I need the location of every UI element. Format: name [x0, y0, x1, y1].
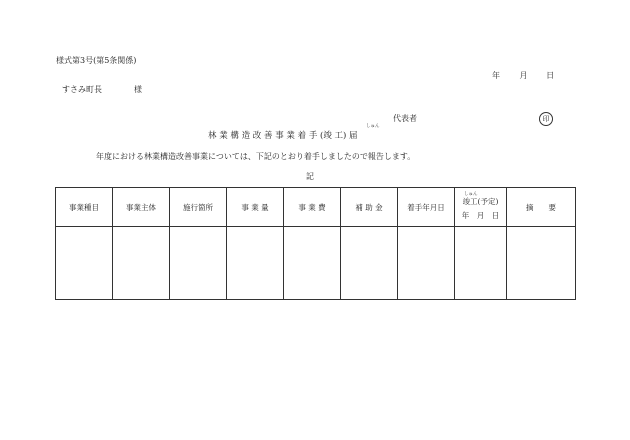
table-cell[interactable] — [56, 227, 113, 300]
table-cell[interactable] — [398, 227, 455, 300]
header-cell: 摘 要 — [507, 188, 576, 227]
header-cell: 事業種目 — [56, 188, 113, 227]
table-cell[interactable] — [507, 227, 576, 300]
report-table — [55, 187, 576, 300]
date-line — [492, 72, 554, 80]
date-month: 月 — [519, 71, 528, 80]
date-year: 年 — [492, 71, 500, 80]
body-text: 年度における林業構造改善事業については、下記のとおり着手しましたので報告します。 — [96, 152, 416, 161]
representative-label: 代表者 — [393, 114, 417, 123]
header-cell: 事 業 量 — [227, 188, 284, 227]
table-cell[interactable] — [284, 227, 341, 300]
table-cell[interactable] — [455, 227, 507, 300]
header-cell: 施行箇所 — [170, 188, 227, 227]
addressee: すさみ町長 様 — [62, 85, 142, 94]
table-cell[interactable] — [113, 227, 170, 300]
date-day: 日 — [546, 71, 555, 80]
table-cell[interactable] — [227, 227, 284, 300]
document-title: 林 業 構 造 改 善 事 業 着 手 (竣 工) 届 — [208, 131, 358, 141]
header-cell: 事業主体 — [113, 188, 170, 227]
kanko-ruby: しゅん — [464, 192, 478, 197]
form-id: 様式第3号(第5条関係) — [56, 56, 137, 65]
kanko-line1: 竣工(予定) — [462, 196, 499, 206]
table-cell[interactable] — [170, 227, 227, 300]
header-cell: 事 業 費 — [284, 188, 341, 227]
table-header-row — [56, 188, 576, 227]
table-cell[interactable] — [341, 227, 398, 300]
header-cell: 着手年月日 — [398, 188, 455, 227]
header-cell: 補 助 金 — [341, 188, 398, 227]
ki-label: 記 — [306, 172, 314, 181]
seal-mark: 印 — [539, 112, 553, 126]
title-ruby: しゅん — [366, 124, 380, 129]
table-row — [56, 227, 576, 300]
header-cell-kanko — [455, 188, 507, 227]
kanko-line2: 年 月 日 — [461, 210, 500, 220]
